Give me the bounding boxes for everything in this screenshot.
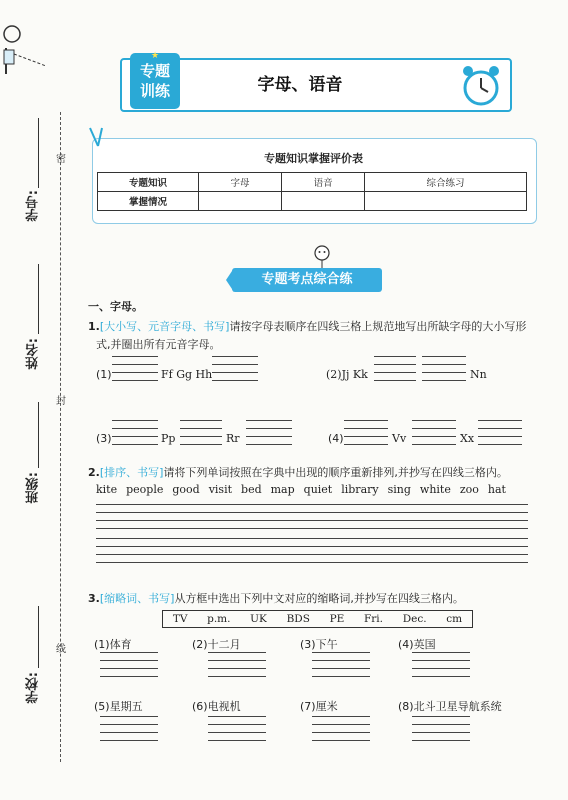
- item-label: (4)英国: [398, 638, 436, 651]
- question-number: 2.: [88, 466, 100, 479]
- mascot-icon: [310, 244, 334, 270]
- writing-grid[interactable]: [96, 504, 528, 530]
- question-text: 从方框中选出下列中文对应的缩略词,并抄写在四线三格内。: [174, 592, 464, 605]
- school-label: 学校:: [26, 672, 41, 704]
- writing-grid[interactable]: [312, 652, 370, 678]
- writing-grid[interactable]: [344, 420, 388, 446]
- question-3: [88, 590, 464, 606]
- abbreviation: Dec.: [402, 613, 427, 625]
- given-letters: Vv: [392, 432, 407, 445]
- pushpin-icon: [86, 126, 110, 152]
- word: bed: [241, 483, 262, 496]
- question-1: [88, 318, 526, 334]
- table-row: [98, 173, 527, 192]
- item-label: (5)星期五: [94, 700, 143, 713]
- badge-line-2: 训练: [139, 82, 170, 100]
- table-cell: 掌握情况: [98, 192, 199, 211]
- seal-mark-top: 密: [56, 154, 66, 165]
- abbreviation: TV: [172, 613, 188, 625]
- blank-cell[interactable]: [282, 192, 365, 211]
- writing-grid[interactable]: [212, 356, 258, 382]
- section-banner: 专题考点综合练: [232, 268, 382, 292]
- word: library: [341, 483, 379, 496]
- writing-grid[interactable]: [412, 716, 470, 742]
- id-label: 学号:: [26, 190, 41, 222]
- star-icon: ★: [150, 51, 160, 61]
- seal-mark-middle: 封: [56, 396, 66, 407]
- abbreviation: cm: [446, 613, 463, 625]
- section-heading: 一、字母。: [88, 300, 143, 313]
- stick-figure-doodle: [0, 14, 56, 94]
- word: people: [126, 483, 164, 496]
- writing-grid[interactable]: [412, 652, 470, 678]
- word: visit: [208, 483, 233, 496]
- item-label: (1)体育: [94, 638, 132, 651]
- given-letters: Rr: [226, 432, 240, 445]
- table-cell: 综合练习: [365, 173, 527, 192]
- item-label: (2)十二月: [192, 638, 241, 651]
- given-letters: Pp: [161, 432, 176, 445]
- word: quiet: [303, 483, 333, 496]
- given-letters: Ff Gg Hh: [161, 368, 213, 381]
- question-number: 1.: [88, 320, 100, 333]
- given-letters: (2)Jj Kk: [326, 368, 368, 381]
- seal-mark-bottom: 线: [56, 644, 66, 655]
- evaluation-table: [97, 172, 527, 211]
- question-2: [88, 464, 508, 480]
- given-letters: Nn: [470, 368, 487, 381]
- writing-grid[interactable]: [208, 716, 266, 742]
- abbreviation: p.m.: [207, 613, 231, 625]
- item-label: (1): [96, 368, 112, 381]
- topic-badge: [130, 53, 180, 109]
- writing-grid[interactable]: [312, 716, 370, 742]
- question-tag: [缩略词、书写]: [99, 592, 175, 605]
- word: good: [172, 483, 200, 496]
- table-row: [98, 192, 527, 211]
- item-label: (7)厘米: [300, 700, 338, 713]
- eval-table-title: 专题知识掌握评价表: [264, 152, 363, 165]
- writing-grid[interactable]: [412, 420, 456, 446]
- abbreviation: BDS: [286, 613, 310, 625]
- writing-grid[interactable]: [478, 420, 522, 446]
- word: kite: [96, 483, 118, 496]
- question-tag: [排序、书写]: [99, 466, 164, 479]
- badge-line-1: 专题: [139, 62, 170, 80]
- class-blank[interactable]: [38, 402, 39, 468]
- word: white: [419, 483, 451, 496]
- word: map: [270, 483, 295, 496]
- writing-grid[interactable]: [96, 538, 528, 564]
- writing-grid[interactable]: [374, 356, 416, 382]
- abbreviation-box: [162, 610, 473, 628]
- item-label: (8)北斗卫星导航系统: [398, 700, 502, 713]
- writing-grid[interactable]: [422, 356, 466, 382]
- writing-grid[interactable]: [112, 420, 158, 446]
- class-label: 班级:: [26, 472, 41, 504]
- question-number: 3.: [88, 592, 100, 605]
- question-text-cont: 式,并圈出所有元音字母。: [96, 338, 221, 351]
- item-label: (3)下午: [300, 638, 338, 651]
- question-text: 请将下列单词按照在字典中出现的顺序重新排列,并抄写在四线三格内。: [163, 466, 508, 479]
- given-letters: Xx: [460, 432, 475, 445]
- page-title: 字母、语音: [257, 75, 343, 95]
- table-cell: 字母: [199, 173, 282, 192]
- id-blank[interactable]: [38, 118, 39, 188]
- item-label: (4): [328, 432, 344, 445]
- abbreviation: Fri.: [364, 613, 384, 625]
- item-label: (3): [96, 432, 112, 445]
- abbreviation: PE: [329, 613, 345, 625]
- question-text: 请按字母表顺序在四线三格上规范地写出所缺字母的大小写形: [229, 320, 527, 333]
- writing-grid[interactable]: [100, 652, 158, 678]
- abbreviation: UK: [250, 613, 267, 625]
- table-cell: 语音: [282, 173, 365, 192]
- school-blank[interactable]: [38, 606, 39, 668]
- name-label: 姓名:: [26, 338, 41, 370]
- word: hat: [487, 483, 506, 496]
- question-tag: [大小写、元音字母、书写]: [99, 320, 230, 333]
- writing-grid[interactable]: [246, 420, 292, 446]
- writing-grid[interactable]: [112, 356, 158, 382]
- word: zoo: [459, 483, 479, 496]
- writing-grid[interactable]: [100, 716, 158, 742]
- blank-cell[interactable]: [365, 192, 527, 211]
- blank-cell[interactable]: [199, 192, 282, 211]
- writing-grid[interactable]: [180, 420, 222, 446]
- seal-line: [60, 112, 61, 762]
- word-list: [96, 483, 526, 496]
- writing-grid[interactable]: [208, 652, 266, 678]
- table-cell: 专题知识: [98, 173, 199, 192]
- item-label: (6)电视机: [192, 700, 241, 713]
- alarm-clock-icon: [456, 62, 506, 108]
- word: sing: [387, 483, 411, 496]
- name-blank[interactable]: [38, 264, 39, 334]
